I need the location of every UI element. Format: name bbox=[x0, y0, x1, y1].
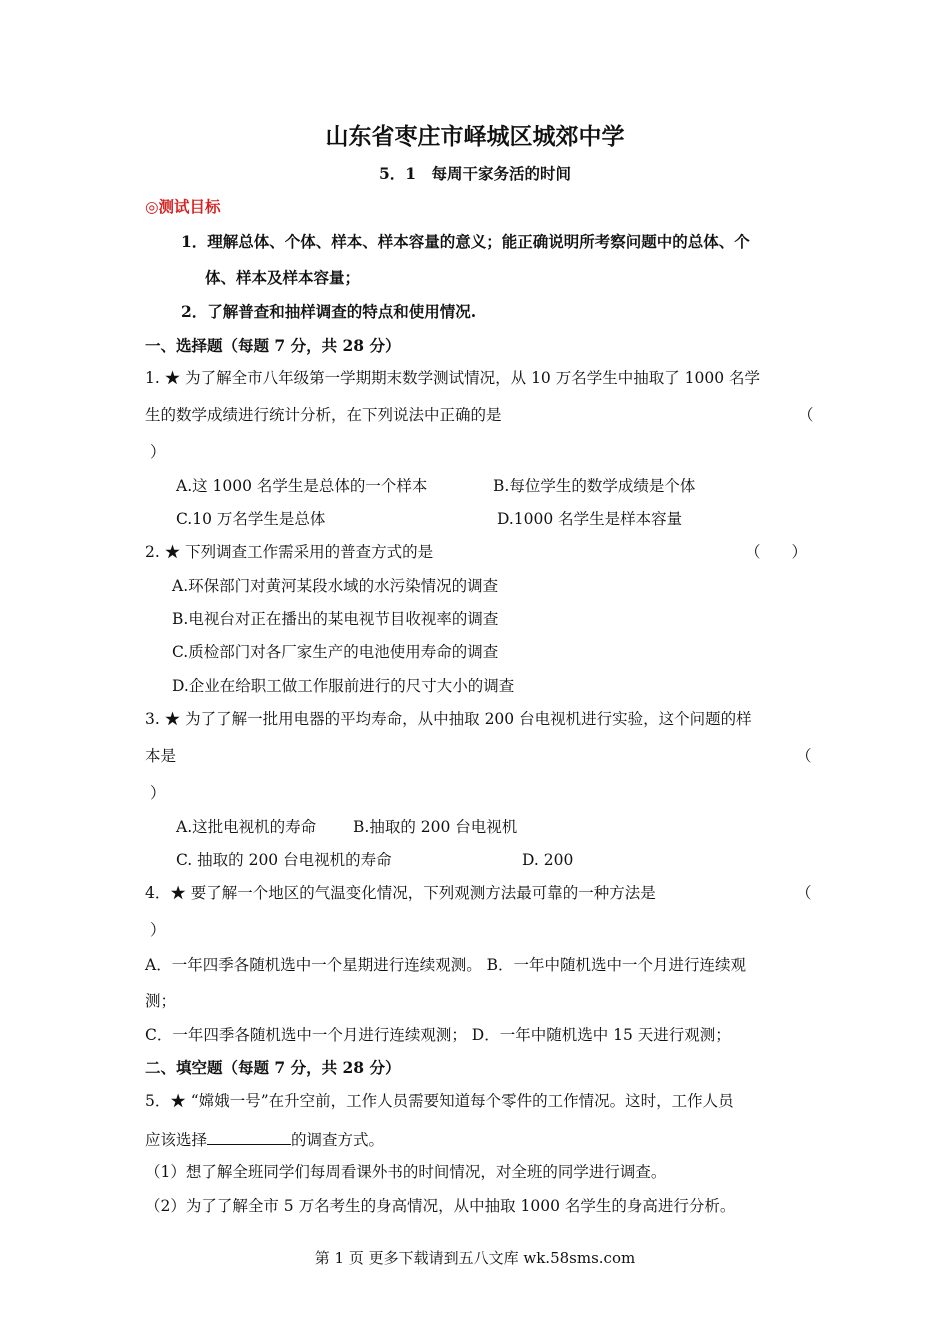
q1-answer-paren-close: ） bbox=[150, 443, 166, 461]
q4-options-ab-line-1: A．一年四季各随机选中一个星期进行连续观测。 B．一年中随机选中一个月进行连续观 bbox=[145, 956, 747, 974]
q1-option-a: A.这 1000 名学生是总体的一个样本 bbox=[176, 477, 428, 495]
goal-item-1-line-1: 1．理解总体、个体、样本、样本容量的意义；能正确说明所考察问题中的总体、个 bbox=[181, 232, 750, 251]
q1-option-d: D.1000 名学生是样本容量 bbox=[497, 510, 683, 528]
page-footer: 第 1 页 更多下载请到五八文库 wk.58sms.com bbox=[314, 1249, 636, 1267]
q3-line-1: 3. ★ 为了了解一批用电器的平均寿命，从中抽取 200 台电视机进行实验，这个问题的样 bbox=[145, 710, 752, 728]
q3-option-b: B.抽取的 200 台电视机 bbox=[353, 818, 518, 836]
q4-options-ab-line-2: 测； bbox=[145, 992, 177, 1010]
q2-option-d: D.企业在给职工做工作服前进行的尺寸大小的调查 bbox=[172, 677, 515, 695]
section-1-heading: 一、选择题（每题 7 分，共 28 分） bbox=[145, 336, 401, 355]
q3-answer-paren-open: （ bbox=[796, 747, 812, 765]
q3-answer-paren-close: ） bbox=[150, 784, 166, 802]
section-2-heading: 二、填空题（每题 7 分，共 28 分） bbox=[145, 1058, 401, 1077]
q5-sub-item-1: （1）想了解全班同学们每周看课外书的时间情况，对全班的同学进行调查。 bbox=[145, 1163, 667, 1181]
q3-option-d: D. 200 bbox=[522, 851, 574, 869]
q5-sub-item-2: （2）为了了解全市 5 万名考生的身高情况，从中抽取 1000 名学生的身高进行分析。 bbox=[145, 1197, 736, 1215]
q2-option-c: C.质检部门对各厂家生产的电池使用寿命的调查 bbox=[172, 643, 499, 661]
q4-answer-paren-close: ） bbox=[150, 921, 166, 939]
page-title: 山东省枣庄市峄城区城郊中学 bbox=[325, 123, 625, 150]
q3-option-c: C. 抽取的 200 台电视机的寿命 bbox=[176, 851, 392, 869]
lesson-title: 5．1 每周干家务活的时间 bbox=[378, 164, 572, 183]
q5-line-2-suffix: 的调查方式。 bbox=[291, 1131, 385, 1149]
q2-answer-paren: （ ） bbox=[745, 543, 808, 561]
q1-option-b: B.每位学生的数学成绩是个体 bbox=[493, 477, 696, 495]
goals-heading: ◎测试目标 bbox=[145, 197, 221, 216]
q4-line-1: 4．★ 要了解一个地区的气温变化情况，下列观测方法最可靠的一种方法是 bbox=[145, 884, 656, 902]
q3-option-a: A.这批电视机的寿命 bbox=[176, 818, 317, 836]
q4-answer-paren-open: （ bbox=[796, 884, 812, 902]
q1-option-c: C.10 万名学生是总体 bbox=[176, 510, 326, 528]
q1-line-1: 1. ★ 为了解全市八年级第一学期期末数学测试情况，从 10 万名学生中抽取了 1000 名学 bbox=[145, 369, 761, 387]
q3-line-2: 本是 bbox=[145, 747, 177, 765]
q2-option-a: A.环保部门对黄河某段水域的水污染情况的调查 bbox=[172, 577, 499, 595]
q1-answer-paren-open: （ bbox=[798, 406, 814, 424]
q5-line-1: 5．★ “嫦娥一号”在升空前，工作人员需要知道每个零件的工作情况。这时，工作人员 bbox=[145, 1092, 734, 1110]
q2-line-1: 2. ★ 下列调查工作需采用的普查方式的是 bbox=[145, 543, 434, 561]
q5-answer-blank[interactable] bbox=[207, 1128, 291, 1145]
q5-line-2-prefix: 应该选择 bbox=[145, 1131, 208, 1149]
q4-options-cd: C．一年四季各随机选中一个月进行连续观测； D．一年中随机选中 15 天进行观测； bbox=[145, 1026, 731, 1044]
q2-option-b: B.电视台对正在播出的某电视节目收视率的调查 bbox=[172, 610, 499, 628]
q1-line-2: 生的数学成绩进行统计分析，在下列说法中正确的是 bbox=[145, 406, 502, 424]
q5-line-2 bbox=[145, 1128, 384, 1150]
goal-item-1-line-2: 体、样本及样本容量； bbox=[205, 268, 361, 287]
goal-item-2: 2．了解普查和抽样调查的特点和使用情况. bbox=[181, 302, 477, 321]
